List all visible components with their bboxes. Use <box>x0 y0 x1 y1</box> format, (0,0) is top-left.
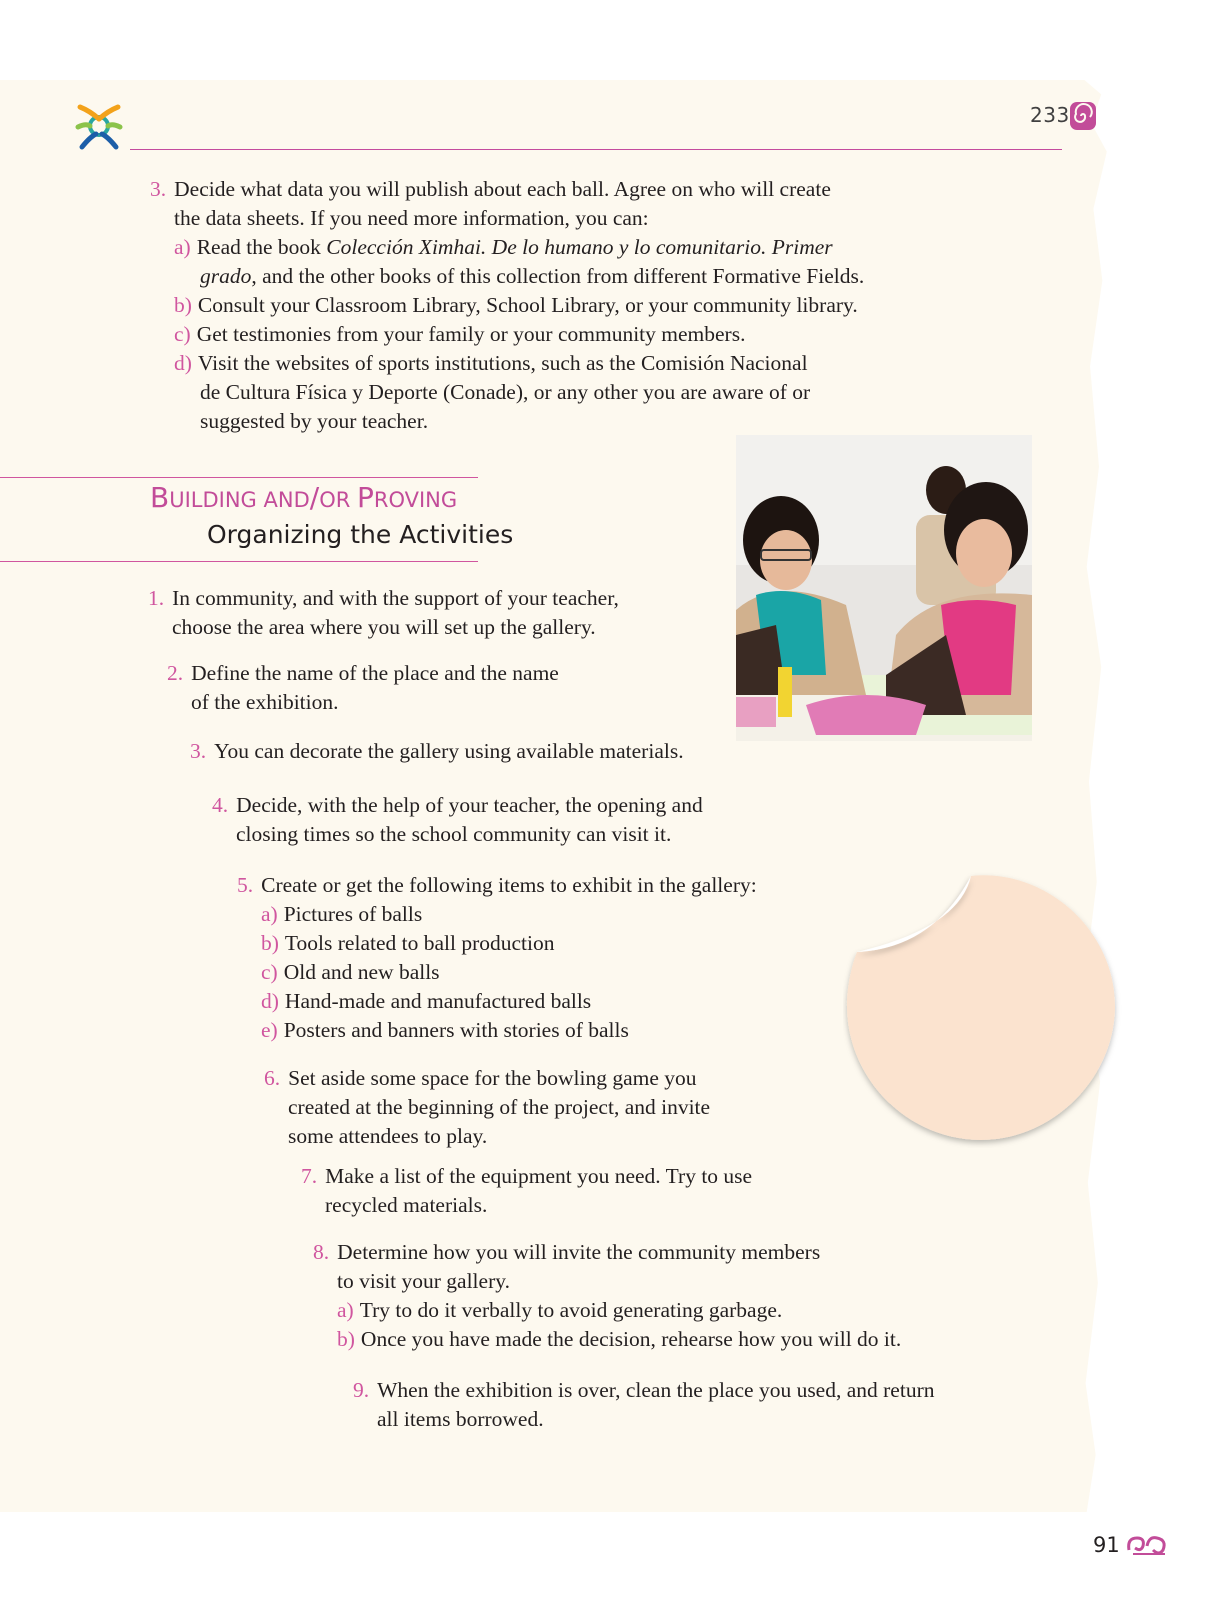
sub-text: Old and new balls <box>283 960 440 984</box>
sub-text: Tools related to ball production <box>284 931 555 955</box>
sub-text: Visit the websites of sports institutions, such as the Comisión Nacional <box>197 351 808 375</box>
students-photo <box>736 435 1032 741</box>
sub-letter: b) <box>337 1327 355 1351</box>
step-5 <box>237 871 757 1045</box>
sub-letter: c) <box>261 960 278 984</box>
section-rule-bottom <box>0 561 478 562</box>
sub-text: Try to do it verbally to avoid generating garbage. <box>359 1298 783 1322</box>
step-text: Decide what data you will publish about each ball. Agree on who will create <box>174 177 831 201</box>
step-text: closing times so the school community can visit it. <box>236 822 672 846</box>
title-slash: / <box>309 481 320 514</box>
step-text: to visit your gallery. <box>337 1269 510 1293</box>
step-1 <box>148 584 619 642</box>
book-title: Colección Ximhai. De lo humano y lo comunitario. Primer <box>326 235 833 259</box>
step-text: Decide, with the help of your teacher, the opening and <box>236 793 703 817</box>
book-title: grado <box>200 264 252 288</box>
step-text: When the exhibition is over, clean the place you used, and return <box>377 1378 935 1402</box>
section-rule-top <box>0 477 478 478</box>
formative-field-logo-icon <box>74 101 124 151</box>
sub-text: de Cultura Física y Deporte (Conade), or any other you are aware of or <box>200 380 811 404</box>
intro-step <box>150 175 864 436</box>
sub-text: suggested by your teacher. <box>200 409 429 433</box>
sub-text: Get testimonies from your family or your community members. <box>196 322 746 346</box>
section-title <box>150 481 457 514</box>
step-number: 5. <box>237 873 254 897</box>
sub-letter: e) <box>261 1018 278 1042</box>
sub-text: Pictures of balls <box>283 902 423 926</box>
step-4 <box>212 791 703 849</box>
sub-letter: a) <box>174 235 191 259</box>
peeled-sticker <box>843 868 1123 1148</box>
title-smallcaps: ROVING <box>373 488 458 512</box>
sub-letter: d) <box>174 351 192 375</box>
sub-text: Hand-made and manufactured balls <box>284 989 592 1013</box>
step-number: 4. <box>212 793 229 817</box>
step-number: 2. <box>167 661 184 685</box>
title-smallcaps: UILDING AND <box>169 488 310 512</box>
step-7 <box>301 1162 752 1220</box>
step-text: You can decorate the gallery using available materials. <box>214 739 684 763</box>
sub-text: Posters and banners with stories of balls <box>283 1018 629 1042</box>
sub-text: Read the book <box>196 235 327 259</box>
step-text: Determine how you will invite the community members <box>337 1240 821 1264</box>
title-cap: B <box>150 481 170 514</box>
page-number: 91 <box>1093 1533 1120 1557</box>
sub-letter: b) <box>174 293 192 317</box>
step-text: Define the name of the place and the name <box>191 661 559 685</box>
title-smallcaps: OR <box>319 488 357 512</box>
step-number: 8. <box>313 1240 330 1264</box>
sub-text: , and the other books of this collection from different Formative Fields. <box>251 264 865 288</box>
sub-letter: a) <box>337 1298 354 1322</box>
step-text: the data sheets. If you need more information, you can: <box>174 206 649 230</box>
sub-letter: b) <box>261 931 279 955</box>
step-text: created at the beginning of the project, and invite <box>288 1095 711 1119</box>
step-text: of the exhibition. <box>191 690 339 714</box>
step-text: Make a list of the equipment you need. Try to use <box>325 1164 753 1188</box>
header-rule <box>130 149 1062 150</box>
ornament-spiral-icon <box>1068 100 1098 132</box>
step-number: 7. <box>301 1164 318 1188</box>
sub-text: Once you have made the decision, rehearse how you will do it. <box>360 1327 902 1351</box>
title-cap: P <box>356 481 374 514</box>
step-3 <box>190 737 684 766</box>
page-top-number: 233 <box>1030 103 1070 127</box>
step-2 <box>167 659 559 717</box>
step-text: some attendees to play. <box>288 1124 488 1148</box>
step-number: 1. <box>148 586 165 610</box>
step-number: 3. <box>150 177 167 201</box>
sub-text: Consult your Classroom Library, School Library, or your community library. <box>197 293 858 317</box>
ornament-swirl-icon <box>1125 1532 1169 1558</box>
step-text: Set aside some space for the bowling game you <box>288 1066 697 1090</box>
step-number: 6. <box>264 1066 281 1090</box>
step-8 <box>313 1238 901 1354</box>
step-text: Create or get the following items to exhibit in the gallery: <box>261 873 757 897</box>
sub-letter: a) <box>261 902 278 926</box>
step-6 <box>264 1064 710 1151</box>
step-9 <box>353 1376 934 1434</box>
step-number: 3. <box>190 739 207 763</box>
step-text: In community, and with the support of your teacher, <box>172 586 619 610</box>
sub-letter: d) <box>261 989 279 1013</box>
step-text: all items borrowed. <box>377 1407 544 1431</box>
section-subtitle: Organizing the Activities <box>207 520 514 549</box>
sub-letter: c) <box>174 322 191 346</box>
step-number: 9. <box>353 1378 370 1402</box>
step-text: recycled materials. <box>325 1193 488 1217</box>
step-text: choose the area where you will set up the gallery. <box>172 615 596 639</box>
